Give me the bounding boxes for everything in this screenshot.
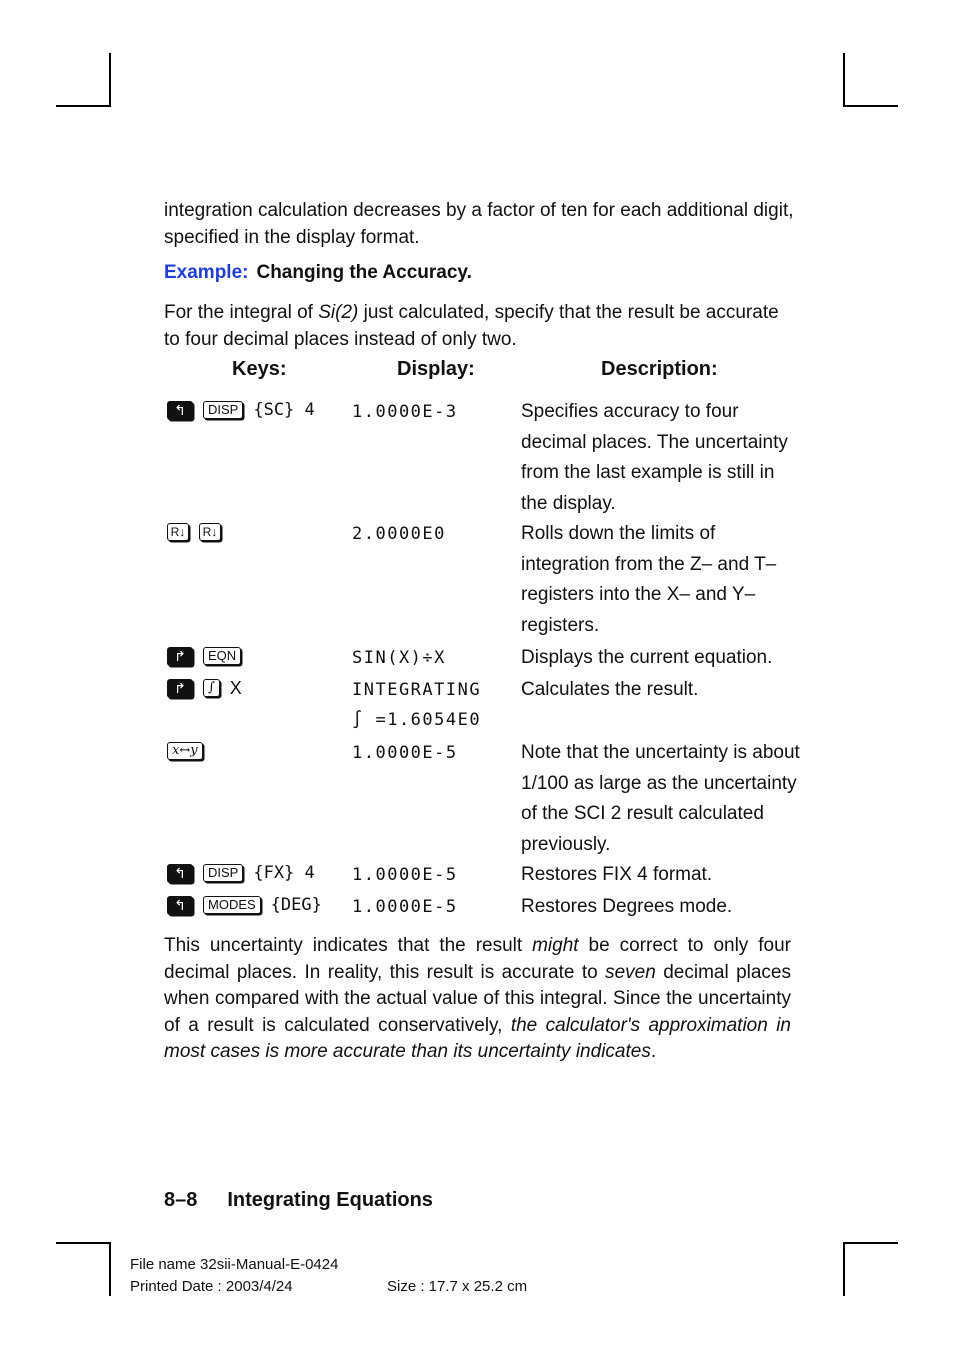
row-description: Rolls down the limits of integration from the Z– and T–registers into the X– and Y–registers. [521,523,777,636]
row-description: Restores Degrees mode. [521,896,733,917]
intro-line-1: integration calculation decreases by a factor of ten for each additional digit, [164,200,794,221]
right-shift-key: ↱ [167,679,193,698]
printed-date: Printed Date : 2003/4/24 [130,1278,293,1295]
roll-down-key: R↓ [199,523,221,541]
softkey-label: {FX} 4 [253,863,315,883]
display-value-result: ∫ =1.6054E0 [352,710,482,730]
page-size: Size : 17.7 x 25.2 cm [387,1278,528,1295]
crop-mark-top-right-horizontal [843,105,898,107]
row-description: Note that the uncertainty is about 1/100 as large as the uncertainty of the SCI 2 result calculated previously. [521,742,800,855]
disp-key: DISP [203,864,243,882]
display-value: 1.0000E-5 [352,743,458,763]
setup-function: Si(2) [318,302,359,323]
row-keys [167,892,322,918]
crop-mark-bottom-left-horizontal [56,1242,110,1244]
softkey-label: {SC} 4 [253,400,315,420]
example-label: Example: [164,262,249,283]
row-description: Calculates the result. [521,679,699,700]
display-value: 1.0000E-5 [352,865,458,885]
page-footer [164,1189,433,1212]
crop-mark-bottom-left-vertical [109,1242,111,1296]
modes-key: MODES [203,896,261,914]
section-title: Integrating Equations [227,1189,433,1211]
left-shift-key: ↰ [167,896,193,915]
closing-text-2: be correct to only four decimal places. In reality, this result is accurate to [164,935,791,983]
example-title: Changing the Accuracy. [256,262,472,283]
crop-mark-top-left-horizontal [56,105,110,107]
closing-paragraph [164,933,791,1066]
display-value: INTEGRATING [352,680,482,700]
disp-key: DISP [203,401,243,419]
display-value: 1.0000E-5 [352,897,458,917]
closing-emphasis-might: might [532,935,579,956]
page-number: 8–8 [164,1189,198,1211]
integral-key: ∫ [203,679,220,697]
x-swap-y-key: x↔y [167,742,203,760]
eqn-key: EQN [203,647,241,665]
closing-emphasis-conclusion: the calculator's approximation in most cases is more accurate than its uncertainty indicates [164,1014,792,1062]
row-keys [167,519,221,545]
row-keys [167,738,203,764]
row-keys [167,397,315,423]
display-value: 2.0000E0 [352,524,446,544]
header-description: Description: [601,358,718,380]
display-value: SIN(X)÷X [352,648,446,668]
row-keys [167,675,242,701]
example-heading [164,262,472,284]
crop-mark-top-right-vertical [843,53,845,107]
closing-text-3: decimal places when compared with the actual value of this integral. Since the uncertainty of a result is calculated conservatively, [164,961,791,1036]
setup-text-pre: For the integral of [164,302,319,323]
display-value: 1.0000E-3 [352,402,458,422]
left-shift-key: ↰ [167,864,193,883]
header-display: Display: [397,358,475,380]
intro-line-2: specified in the display format. [164,227,420,248]
crop-mark-top-left-vertical [109,53,111,107]
row-description: Specifies accuracy to four decimal places. The uncertainty from the last example is still in the display. [521,401,788,514]
left-shift-key: ↰ [167,401,193,420]
closing-text-1: This uncertainty indicates that the result [164,935,533,956]
row-description: Displays the current equation. [521,647,773,668]
variable-label: X [229,677,242,698]
setup-text-post: just calculated, specify that the result be accurate to four decimal places instead of only two. [164,302,779,350]
closing-text-4: . [650,1041,657,1062]
row-description: Restores FIX 4 format. [521,864,713,885]
crop-mark-bottom-right-horizontal [843,1242,898,1244]
header-keys: Keys: [232,358,287,380]
softkey-label: {DEG} [270,895,322,915]
row-keys [167,643,241,669]
crop-mark-bottom-right-vertical [843,1242,845,1296]
closing-emphasis-seven: seven [605,961,656,983]
row-keys [167,860,315,886]
setup-paragraph [164,300,794,353]
right-shift-key: ↱ [167,647,193,666]
file-name: File name 32sii-Manual-E-0424 [130,1256,339,1273]
roll-down-key: R↓ [167,523,189,541]
